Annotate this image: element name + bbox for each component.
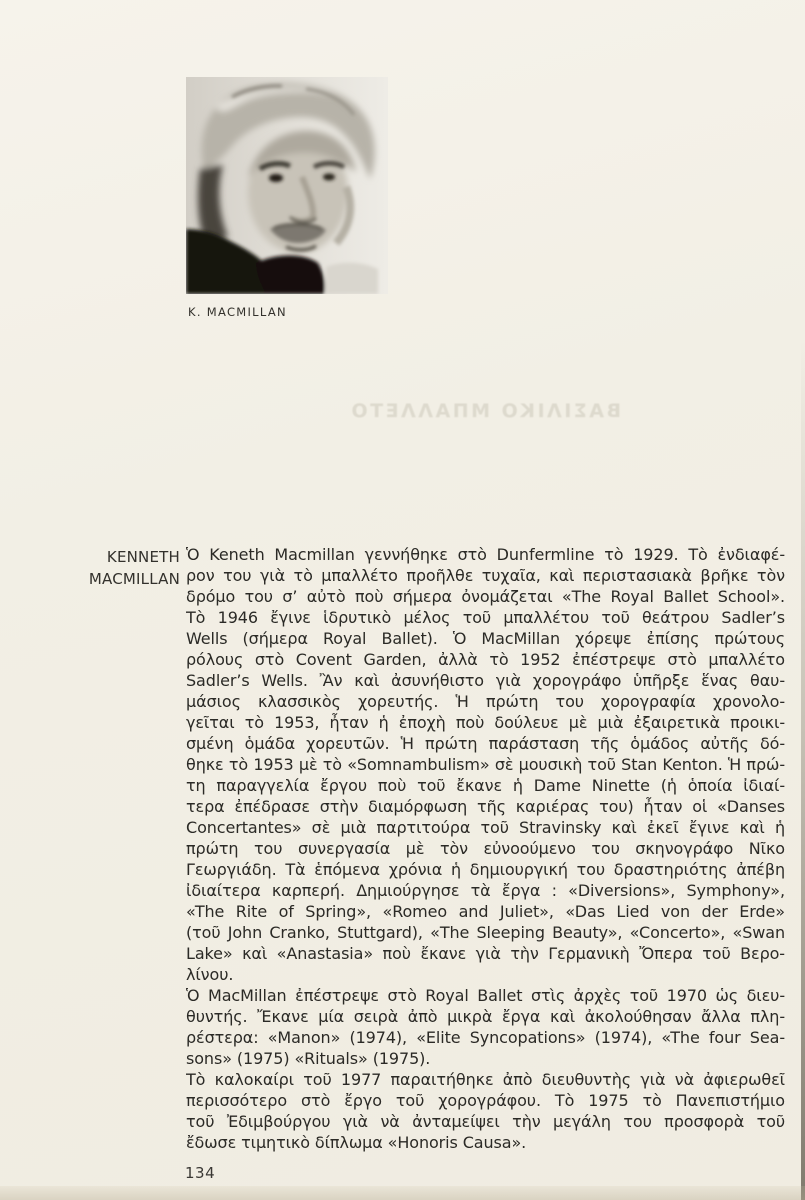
page-edge-shadow (801, 340, 805, 1200)
text-line: ἔδωσε τιμητικὸ δίπλωμα «Honoris Causa». (186, 1133, 527, 1152)
entry-heading-line1: KENNETH (106, 548, 180, 566)
text-line: (τοῦ John Cranko, Stuttgard), «The Sleeping Beauty», «Concerto», «Swan (186, 923, 785, 942)
text-line: ἰδιαίτερα καρπερή. Δημιούργησε τὰ ἔργα : «Diversions», Symphony», (186, 881, 785, 900)
text-line: θηκε τὸ 1953 μὲ τὸ «Somnambulism» σὲ μουσικὴ τοῦ Stan Kenton. Ἡ πρώ- (186, 755, 785, 774)
body-text (186, 544, 785, 1153)
text-line: δρόμο του σ’ αὐτὸ ποὺ σήμερα ὀνομάζεται «The Royal Ballet School». (186, 587, 785, 606)
text-line: Wells (σήμερα Royal Ballet). Ὁ MacMillan χόρεψε ἐπίσης πρώτους (186, 629, 785, 648)
text-line: περισσότερο στὸ ἔργο τοῦ χορογράφου. Τὸ 1975 τὸ Πανεπιστήμιο (186, 1091, 785, 1110)
text-line: ρόλους στὸ Covent Garden, ἀλλὰ τὸ 1952 ἐπέστρεψε στὸ μπαλλέτο (186, 650, 785, 669)
text-line: Concertantes» σὲ μιὰ παρτιτούρα τοῦ Stravinsky καὶ ἐκεῖ ἔγινε καὶ ἡ (186, 818, 785, 837)
page-number: 134 (185, 1164, 216, 1182)
bleedthrough-text: ΒΑΣΙΛΙΚΟ ΜΠΑΛΛΕΤΟ (349, 400, 622, 422)
text-line: λίνου. (186, 965, 234, 984)
portrait-photo (186, 77, 388, 294)
text-line: sons» (1975) «Rituals» (1975). (186, 1049, 431, 1068)
text-line: Τὸ καλοκαίρι τοῦ 1977 παραιτήθηκε ἀπὸ διευθυντὴς γιὰ νὰ ἀφιερωθεῖ (186, 1070, 785, 1089)
text-line: Γεωργιάδη. Τὰ ἑπόμενα χρόνια ἡ δημιουργική του δραστηριότης ἀπέβη (186, 860, 785, 879)
text-line: «The Rite of Spring», «Romeo and Juliet», «Das Lied von der Erde» (186, 902, 785, 921)
text-line: ρον του γιὰ τὸ μπαλλέτο προῆλθε τυχαῖα, καὶ περιστασιακὰ βρῆκε τὸν (186, 566, 785, 585)
text-line: Ὁ MacMillan ἐπέστρεψε στὸ Royal Ballet στὶς ἀρχὲς τοῦ 1970 ὡς διευ- (186, 986, 785, 1005)
text-line: ρέστερα: «Manon» (1974), «Elite Syncopations» (1974), «The four Sea- (186, 1028, 785, 1047)
text-line: θυντής. Ἔκανε μία σειρὰ ἀπὸ μικρὰ ἔργα καὶ ἀκολούθησαν ἄλλα πλη- (186, 1007, 785, 1026)
portrait-photo-illustration (186, 77, 388, 294)
text-line: σμένη ὁμάδα χορευτῶν. Ἡ πρώτη παράσταση τῆς ὁμάδος αὐτῆς δό- (186, 734, 785, 753)
text-line: γεῖται τὸ 1953, ἦταν ἡ ἐποχὴ ποὺ δούλευε μὲ μιὰ ἐξαιρετικὰ προικι- (186, 713, 785, 732)
page-bottom-shadow (0, 1186, 805, 1200)
text-line: Τὸ 1946 ἔγινε ἱδρυτικὸ μέλος τοῦ μπαλλέτου τοῦ θεάτρου Sadler’s (186, 608, 785, 627)
text-line: Lake» καὶ «Anastasia» ποὺ ἔκανε γιὰ τὴν Γερμανικὴ Ὄπερα τοῦ Βερο- (186, 944, 785, 963)
text-line: τερα ἐπέδρασε στὴν διαμόρφωση τῆς καριέρας του) ἦταν οἱ «Danses (186, 797, 785, 816)
text-line: μάσιος κλασσικὸς χορευτής. Ἡ πρώτη του χορογραφία χρονολο- (186, 692, 785, 711)
photo-caption: K. MACMILLAN (188, 305, 287, 319)
text-line: πρώτη του συνεργασία μὲ τὸν εὐνοούμενο του σκηνογράφο Νῖκο (186, 839, 785, 858)
entry-heading-line2: MACMILLAN (88, 570, 180, 588)
text-line: τη παραγγελία ἔργου ποὺ τοῦ ἔκανε ἡ Dame Ninette (ἡ ὁποία ἰδιαί- (186, 776, 785, 795)
text-line: Sadler’s Wells. Ἂν καὶ ἀσυνήθιστο γιὰ χορογράφο ὑπῆρξε ἕνας θαυ- (186, 671, 785, 690)
text-line: τοῦ Ἐδιμβούργου γιὰ νὰ ἀνταμείψει τὴν μεγάλη του προσφορὰ τοῦ (186, 1112, 785, 1131)
text-line: Ὁ Keneth Macmillan γεννήθηκε στὸ Dunfermline τὸ 1929. Τὸ ἐνδιαφέ- (186, 545, 785, 564)
entry-heading (40, 546, 180, 590)
